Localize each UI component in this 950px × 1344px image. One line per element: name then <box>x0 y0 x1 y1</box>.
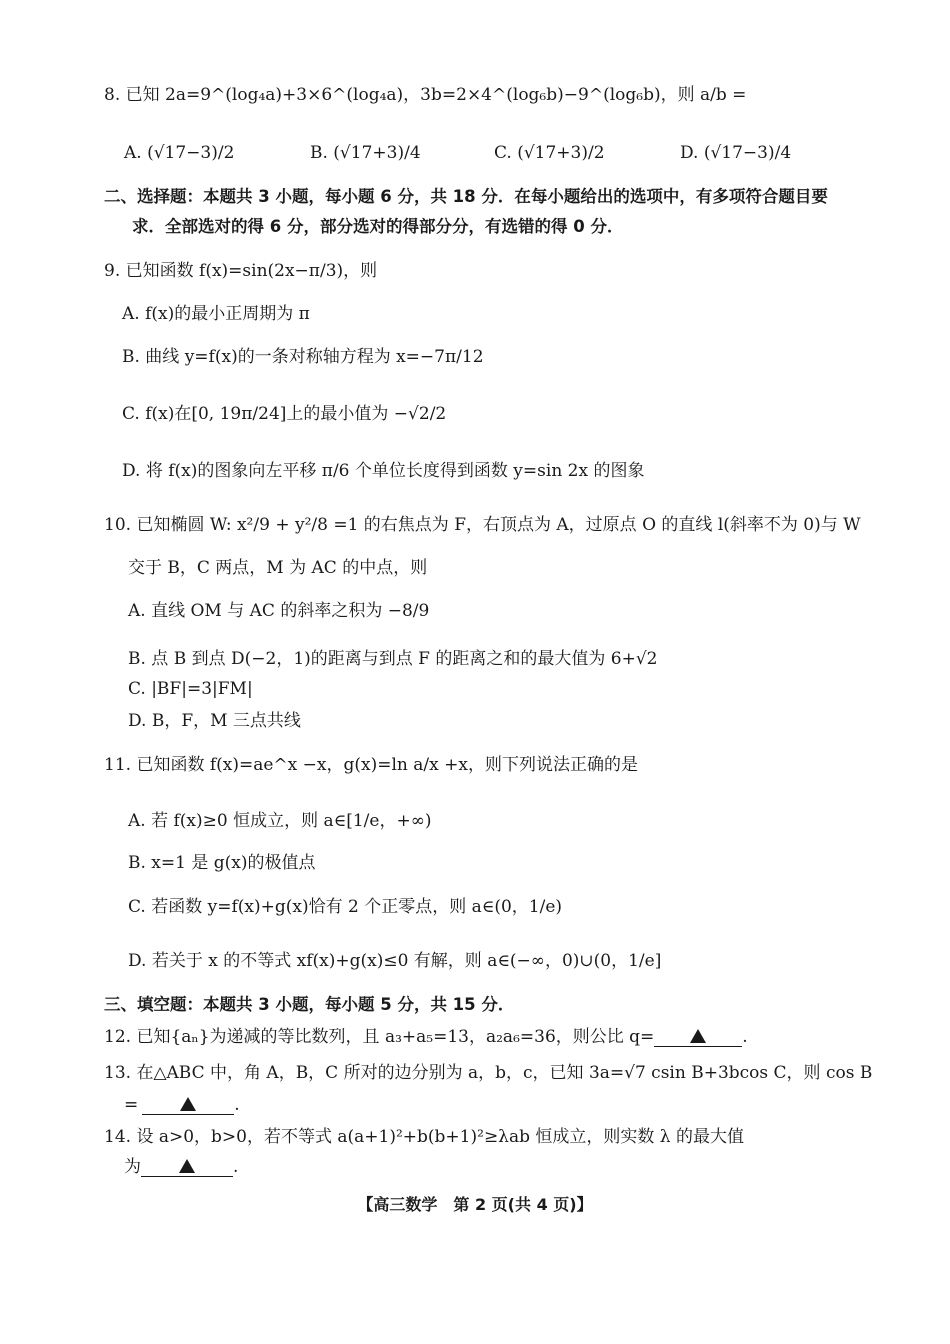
q8-option-a: A. (√17−3)/2 <box>124 143 235 163</box>
q14-line2 <box>124 1156 238 1178</box>
q8-option-b: B. (√17+3)/4 <box>310 143 421 163</box>
q9-option-c: C. f(x)在[0, 19π/24]上的最小值为 −√2/2 <box>122 404 447 424</box>
q11-option-a: A. 若 f(x)≥0 恒成立，则 a∈[1/e，+∞) <box>128 811 432 831</box>
q11-option-d: D. 若关于 x 的不等式 xf(x)+g(x)≤0 有解，则 a∈(−∞，0)∪(0，1/e] <box>128 951 662 971</box>
q14-answer-blank[interactable] <box>141 1156 233 1177</box>
q12-line <box>104 1026 748 1048</box>
q11-option-b: B. x=1 是 g(x)的极值点 <box>128 853 316 873</box>
triangle-icon <box>179 1159 195 1173</box>
q10-option-d: D. B，F，M 三点共线 <box>128 711 301 731</box>
q12-end: . <box>742 1027 748 1047</box>
q10-stem-line2: 交于 B，C 两点，M 为 AC 的中点，则 <box>128 558 428 578</box>
triangle-icon <box>180 1097 196 1111</box>
q14-end: . <box>233 1157 239 1177</box>
q9-stem: 9. 已知函数 f(x)=sin(2x−π/3)，则 <box>104 261 378 281</box>
q11-stem: 11. 已知函数 f(x)=ae^x −x，g(x)=ln a/x +x，则下列说法正确的是 <box>104 755 638 775</box>
q10-option-a: A. 直线 OM 与 AC 的斜率之积为 −8/9 <box>128 601 430 621</box>
q10-option-b: B. 点 B 到点 D(−2，1)的距离与到点 F 的距离之和的最大值为 6+√2 <box>128 649 658 669</box>
q10-option-c: C. |BF|=3|FM| <box>128 679 253 699</box>
q12-text: 12. 已知{aₙ}为递减的等比数列，且 a₃+a₅=13，a₂a₆=36，则公比 q= <box>104 1027 655 1047</box>
q9-option-b: B. 曲线 y=f(x)的一条对称轴方程为 x=−7π/12 <box>122 347 484 367</box>
q13-end: . <box>234 1095 240 1115</box>
q10-stem-line1: 10. 已知椭圆 W: x²/9 + y²/8 =1 的右焦点为 F，右顶点为 A，过原点 O 的直线 l(斜率不为 0)与 W <box>104 515 861 535</box>
q13-line1: 13. 在△ABC 中，角 A，B，C 所对的边分别为 a，b，c，已知 3a=√7 csin B+3bcos C，则 cos B <box>104 1063 873 1083</box>
section2-heading-line2: 求．全部选对的得 6 分，部分选对的得部分分，有选错的得 0 分． <box>132 217 624 236</box>
triangle-icon <box>690 1029 706 1043</box>
q8-option-c: C. (√17+3)/2 <box>494 143 605 163</box>
q9-option-a: A. f(x)的最小正周期为 π <box>122 304 310 324</box>
q9-option-d: D. 将 f(x)的图象向左平移 π/6 个单位长度得到函数 y=sin 2x 的图象 <box>122 461 645 481</box>
q14-wei: 为 <box>124 1157 141 1177</box>
page-footer: 【高三数学 第 2 页(共 4 页)】 <box>357 1195 593 1214</box>
section3-heading: 三、填空题：本题共 3 小题，每小题 5 分，共 15 分． <box>104 995 515 1014</box>
q12-answer-blank[interactable] <box>654 1026 742 1047</box>
q13-line2 <box>124 1094 240 1116</box>
q8-option-d: D. (√17−3)/4 <box>680 143 792 163</box>
q14-line1: 14. 设 a>0，b>0，若不等式 a(a+1)²+b(b+1)²≥λab 恒成立，则实数 λ 的最大值 <box>104 1127 744 1147</box>
q8-stem: 8. 已知 2a=9^(log₄a)+3×6^(log₄a)，3b=2×4^(log₆b)−9^(log₆b)，则 a/b = <box>104 85 747 105</box>
q11-option-c: C. 若函数 y=f(x)+g(x)恰有 2 个正零点，则 a∈(0，1/e) <box>128 897 563 917</box>
q13-answer-blank[interactable] <box>142 1094 234 1115</box>
q13-eq: = <box>124 1095 139 1115</box>
section2-heading-line1: 二、选择题：本题共 3 小题，每小题 6 分，共 18 分．在每小题给出的选项中，有多项符合题目要 <box>104 187 828 206</box>
